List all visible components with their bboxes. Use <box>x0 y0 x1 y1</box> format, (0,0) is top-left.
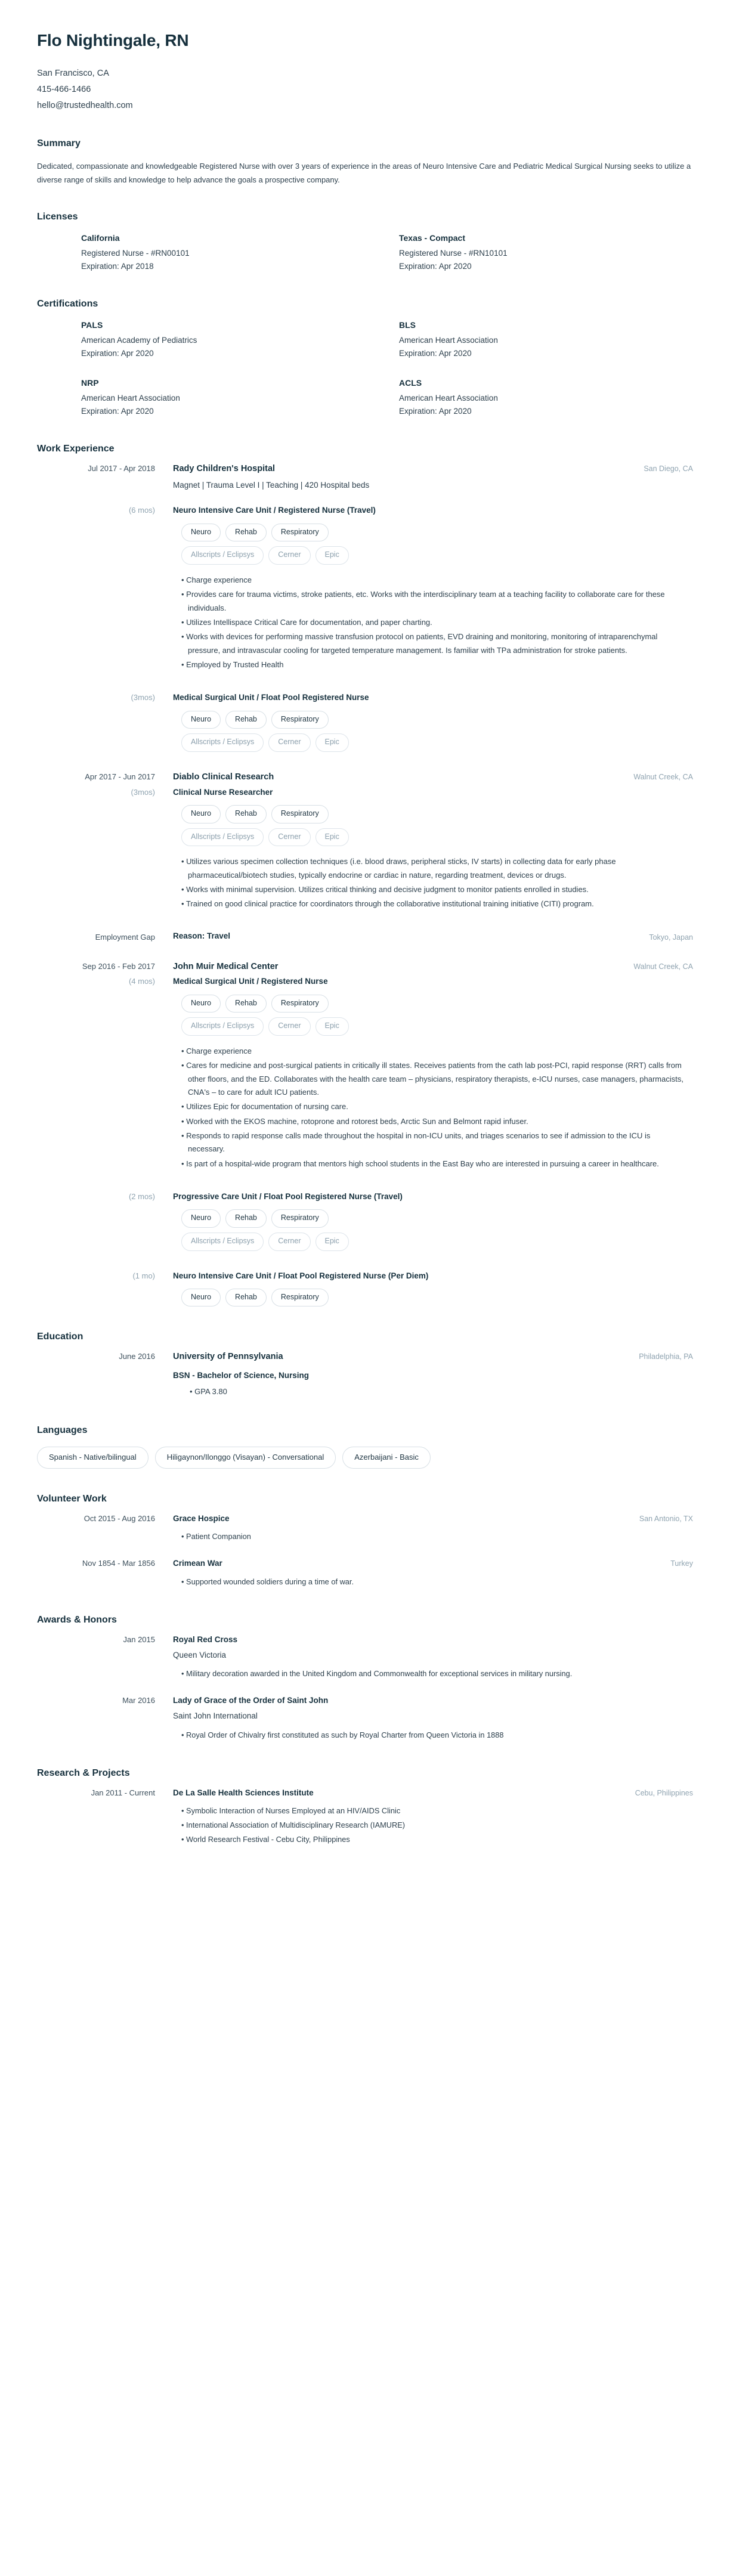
role-bullets <box>173 855 687 911</box>
role-bullet: • Works with devices for performing massive transfusion protocol on patients, EVD draining and monitoring, monitoring of intraparenchymal pressure, and intravascular cooling for targeted temperature management. Is familiar with TPa administration for stroke patients. <box>181 630 687 657</box>
certification-item <box>399 320 693 361</box>
role-title: Medical Surgical Unit / Float Pool Registered Nurse <box>173 693 369 702</box>
emr-pill[interactable]: Allscripts / Eclipsys <box>181 1233 264 1251</box>
certification-expiration: Expiration: Apr 2020 <box>81 348 154 358</box>
licenses-grid <box>37 233 693 274</box>
certification-issuer: American Heart Association <box>399 394 498 403</box>
education-date: June 2016 <box>119 1352 155 1361</box>
role-bullet: • Works with minimal supervision. Utilizes critical thinking and decisive judgment to monitor patients enrolled in studies. <box>181 883 687 896</box>
work-experience-item <box>37 771 693 912</box>
role-duration: (6 mos) <box>128 506 155 515</box>
award-issuer: Queen Victoria <box>173 1650 227 1659</box>
candidate-phone: 415-466-1466 <box>37 84 91 94</box>
job-dates: Sep 2016 - Feb 2017 <box>82 961 155 971</box>
research-bullet: • International Association of Multidisciplinary Research (IAMURE) <box>181 1819 629 1832</box>
specialty-pill[interactable]: Rehab <box>225 995 267 1013</box>
research-item <box>37 1787 693 1847</box>
specialty-pill[interactable]: Neuro <box>181 711 221 729</box>
award-bullets <box>173 1729 687 1742</box>
job-role <box>37 976 693 1172</box>
job-dates: Jul 2017 - Apr 2018 <box>88 463 155 473</box>
specialty-pills <box>173 711 687 729</box>
role-title: Clinical Nurse Researcher <box>173 787 273 797</box>
emr-pill[interactable]: Cerner <box>268 546 310 565</box>
award-name: Lady of Grace of the Order of Saint John <box>173 1696 329 1705</box>
summary-section <box>37 138 693 187</box>
specialty-pill[interactable]: Respiratory <box>271 1209 329 1228</box>
role-bullet: • Charge experience <box>181 1045 687 1058</box>
volunteer-bullets <box>173 1575 664 1589</box>
award-name: Royal Red Cross <box>173 1634 238 1644</box>
certification-name: NRP <box>81 378 99 388</box>
role-bullet: • Worked with the EKOS machine, rotoprone and rotorest beds, Arctic Sun and Belmont rapid infuser. <box>181 1115 687 1128</box>
specialty-pill[interactable]: Respiratory <box>271 524 329 542</box>
volunteer-organization: Crimean War <box>173 1559 222 1568</box>
candidate-name: Flo Nightingale, RN <box>37 31 189 49</box>
job-role <box>37 1191 693 1251</box>
language-pill[interactable]: Azerbaijani - Basic <box>342 1447 431 1469</box>
specialty-pill[interactable]: Rehab <box>225 805 267 823</box>
role-title: Progressive Care Unit / Float Pool Registered Nurse (Travel) <box>173 1192 403 1202</box>
specialty-pill[interactable]: Neuro <box>181 1209 221 1228</box>
license-state: Texas - Compact <box>399 233 465 243</box>
certification-item <box>399 378 693 419</box>
job-role <box>37 1270 693 1307</box>
candidate-location: San Francisco, CA <box>37 69 109 78</box>
emr-pill[interactable]: Cerner <box>268 1233 310 1251</box>
license-item <box>399 233 693 274</box>
specialty-pills <box>173 524 687 542</box>
education-degree: BSN - Bachelor of Science, Nursing <box>173 1371 310 1380</box>
job-dates: Apr 2017 - Jun 2017 <box>85 772 155 781</box>
emr-pill[interactable]: Epic <box>315 546 349 565</box>
certification-name: ACLS <box>399 378 422 388</box>
volunteer-item <box>37 1513 693 1544</box>
volunteer-dates: Nov 1854 - Mar 1856 <box>82 1559 155 1568</box>
volunteer-bullet: • Patient Companion <box>181 1530 633 1543</box>
emr-pills <box>173 828 687 847</box>
certification-issuer: American Heart Association <box>399 335 498 345</box>
license-expiration: Expiration: Apr 2020 <box>399 262 472 271</box>
certifications-heading: Certifications <box>37 298 98 309</box>
language-pill[interactable]: Spanish - Native/bilingual <box>37 1447 149 1469</box>
emr-pill[interactable]: Allscripts / Eclipsys <box>181 546 264 565</box>
work-experience-item <box>37 463 693 752</box>
job-location: San Diego, CA <box>644 464 693 473</box>
certification-issuer: American Heart Association <box>81 394 180 403</box>
award-bullets <box>173 1667 687 1680</box>
education-item <box>37 1351 693 1400</box>
role-title: Neuro Intensive Care Unit / Float Pool Registered Nurse (Per Diem) <box>173 1271 429 1280</box>
license-number: Registered Nurse - #RN00101 <box>81 249 190 258</box>
emr-pill[interactable]: Cerner <box>268 828 310 847</box>
specialty-pill[interactable]: Respiratory <box>271 805 329 823</box>
emr-pill[interactable]: Allscripts / Eclipsys <box>181 733 264 752</box>
summary-text: Dedicated, compassionate and knowledgeable Registered Nurse with over 3 years of experience in the areas of Neuro Intensive Care and Pediatric Medical Surgical Nursing seeks to utilize a diverse range of skills and knowledge to help advance the goals a prospective company. <box>37 162 691 184</box>
research-location: Cebu, Philippines <box>635 1788 693 1797</box>
emr-pills <box>173 1017 687 1036</box>
specialty-pill[interactable]: Rehab <box>225 711 267 729</box>
role-duration: (4 mos) <box>128 977 155 986</box>
research-heading: Research & Projects <box>37 1767 130 1778</box>
award-date: Mar 2016 <box>122 1696 155 1705</box>
role-bullet: • Charge experience <box>181 574 687 587</box>
certification-name: BLS <box>399 320 416 330</box>
job-role <box>37 787 693 912</box>
work-experience-heading: Work Experience <box>37 443 115 454</box>
volunteer-bullet: • Supported wounded soldiers during a time of war. <box>181 1575 664 1589</box>
role-duration: (1 mo) <box>132 1271 155 1280</box>
education-section <box>37 1332 693 1400</box>
job-role <box>37 692 693 752</box>
volunteer-section <box>37 1494 693 1590</box>
certification-expiration: Expiration: Apr 2020 <box>81 407 154 416</box>
certification-name: PALS <box>81 320 103 330</box>
specialty-pills <box>173 1289 687 1307</box>
specialty-pill[interactable]: Rehab <box>225 1289 267 1307</box>
education-school: University of Pennsylvania <box>173 1352 283 1362</box>
certifications-grid <box>37 320 693 419</box>
job-location: Walnut Creek, CA <box>633 772 693 781</box>
emr-pill[interactable]: Epic <box>315 733 349 752</box>
awards-heading: Awards & Honors <box>37 1614 117 1625</box>
certification-expiration: Expiration: Apr 2020 <box>399 348 472 358</box>
role-bullet: • Provides care for trauma victims, stroke patients, etc. Works with the interdisciplinary team at a teaching facility to collaborate care for these individuals. <box>181 588 687 615</box>
emr-pills <box>173 546 687 565</box>
research-organization: De La Salle Health Sciences Institute <box>173 1788 314 1797</box>
role-title: Neuro Intensive Care Unit / Registered Nurse (Travel) <box>173 506 376 515</box>
language-pills <box>37 1447 693 1469</box>
specialty-pill[interactable]: Respiratory <box>271 995 329 1013</box>
role-bullet: • Responds to rapid response calls made throughout the hospital in non-ICU units, and triages scenarios to see if admission to the ICU is necessary. <box>181 1129 687 1156</box>
research-bullet: • Symbolic Interaction of Nurses Employed at an HIV/AIDS Clinic <box>181 1804 629 1818</box>
job-organization: Rady Children's Hospital <box>173 463 276 473</box>
research-bullet: • World Research Festival - Cebu City, Philippines <box>181 1833 629 1846</box>
role-duration: (3mos) <box>131 693 155 702</box>
emr-pill[interactable]: Epic <box>315 1017 349 1036</box>
specialty-pill[interactable]: Respiratory <box>271 1289 329 1307</box>
languages-heading: Languages <box>37 1425 88 1435</box>
education-bullet: • GPA 3.80 <box>190 1385 633 1398</box>
award-bullet: • Royal Order of Chivalry first constituted as such by Royal Charter from Queen Victoria in 1888 <box>181 1729 687 1742</box>
specialty-pill[interactable]: Rehab <box>225 1209 267 1228</box>
emr-pill[interactable]: Epic <box>315 828 349 847</box>
volunteer-location: San Antonio, TX <box>639 1515 693 1524</box>
awards-section <box>37 1615 693 1743</box>
specialty-pill[interactable]: Neuro <box>181 805 221 823</box>
role-bullet: • Is part of a hospital-wide program that mentors high school students in the East Bay who are interested in pursuing a career in healthcare. <box>181 1157 687 1171</box>
volunteer-organization: Grace Hospice <box>173 1514 230 1524</box>
certifications-section <box>37 299 693 419</box>
specialty-pills <box>173 995 687 1013</box>
employment-gap-location: Tokyo, Japan <box>649 933 693 942</box>
certification-item <box>81 320 375 361</box>
specialty-pill[interactable]: Neuro <box>181 524 221 542</box>
specialty-pill[interactable]: Neuro <box>181 995 221 1013</box>
role-duration: (3mos) <box>131 787 155 797</box>
award-item <box>37 1634 693 1682</box>
education-bullets <box>173 1385 633 1398</box>
candidate-email: hello@trustedhealth.com <box>37 100 133 110</box>
role-bullets <box>173 1045 687 1171</box>
license-expiration: Expiration: Apr 2018 <box>81 262 154 271</box>
award-date: Jan 2015 <box>123 1634 155 1644</box>
licenses-heading: Licenses <box>37 212 78 222</box>
role-bullet: • Utilizes Epic for documentation of nursing care. <box>181 1100 687 1113</box>
research-bullets <box>173 1804 629 1846</box>
education-location: Philadelphia, PA <box>639 1352 693 1361</box>
role-bullet: • Cares for medicine and post-surgical patients in critically ill states. Receives patients from the cath lab post-PCI, rapid response (RRT) calls from other floors, and the ED. Collaborates with the health care team – physicians, respiratory therapists, e-ICU nurses, case managers, pharmacists, CNA's – to care for adult ICU patients. <box>181 1059 687 1099</box>
job-facility-meta: Magnet | Trauma Level I | Teaching | 420 Hospital beds <box>173 480 370 490</box>
specialty-pill[interactable]: Respiratory <box>271 711 329 729</box>
role-bullet: • Utilizes various specimen collection techniques (i.e. blood draws, peripheral sticks, IV starts) in collecting data for early phase pharmaceutical/biotech studies, typically endocrine or cardiac in nature, regarding treatment, devices or drugs. <box>181 855 687 882</box>
role-title: Medical Surgical Unit / Registered Nurse <box>173 977 328 986</box>
license-number: Registered Nurse - #RN10101 <box>399 249 508 258</box>
job-location: Walnut Creek, CA <box>633 962 693 971</box>
volunteer-heading: Volunteer Work <box>37 1494 107 1504</box>
volunteer-location: Turkey <box>670 1559 693 1568</box>
specialty-pills <box>173 805 687 823</box>
research-dates: Jan 2011 - Current <box>91 1788 155 1797</box>
employment-gap-item <box>37 931 693 942</box>
emr-pill[interactable]: Cerner <box>268 1017 310 1036</box>
role-duration: (2 mos) <box>128 1192 155 1202</box>
emr-pills <box>173 733 687 752</box>
summary-heading: Summary <box>37 138 81 149</box>
job-organization: Diablo Clinical Research <box>173 772 274 782</box>
emr-pill[interactable]: Allscripts / Eclipsys <box>181 828 264 847</box>
work-experience-section <box>37 444 693 1307</box>
certification-expiration: Expiration: Apr 2020 <box>399 407 472 416</box>
specialty-pill[interactable]: Neuro <box>181 1289 221 1307</box>
resume-header <box>37 31 693 113</box>
award-item <box>37 1695 693 1743</box>
licenses-section <box>37 212 693 274</box>
license-state: California <box>81 233 120 243</box>
emr-pills <box>173 1233 687 1251</box>
employment-gap-reason: Reason: Travel <box>173 931 231 940</box>
specialty-pills <box>173 1209 687 1228</box>
specialty-pill[interactable]: Rehab <box>225 524 267 542</box>
employment-gap-label: Employment Gap <box>95 932 155 942</box>
role-bullets <box>173 574 687 672</box>
job-role <box>37 504 693 673</box>
volunteer-item <box>37 1558 693 1589</box>
award-bullet: • Military decoration awarded in the United Kingdom and Commonwealth for exceptional services in military nursing. <box>181 1667 687 1680</box>
languages-section <box>37 1425 693 1469</box>
job-organization: John Muir Medical Center <box>173 961 279 971</box>
research-section <box>37 1768 693 1847</box>
certification-item <box>81 378 375 419</box>
work-experience-item <box>37 961 693 1307</box>
role-bullet: • Trained on good clinical practice for coordinators through the collaborative institutional training initiative (CITI) program. <box>181 897 687 911</box>
emr-pill[interactable]: Epic <box>315 1233 349 1251</box>
certification-issuer: American Academy of Pediatrics <box>81 335 197 345</box>
role-bullet: • Utilizes Intellispace Critical Care for documentation, and paper charting. <box>181 616 687 629</box>
role-bullet: • Employed by Trusted Health <box>181 658 687 671</box>
emr-pill[interactable]: Allscripts / Eclipsys <box>181 1017 264 1036</box>
education-heading: Education <box>37 1332 83 1342</box>
emr-pill[interactable]: Cerner <box>268 733 310 752</box>
volunteer-bullets <box>173 1530 633 1543</box>
volunteer-dates: Oct 2015 - Aug 2016 <box>83 1514 155 1524</box>
license-item <box>81 233 375 274</box>
language-pill[interactable]: Hiligaynon/Ilonggo (Visayan) - Conversational <box>155 1447 336 1469</box>
award-issuer: Saint John International <box>173 1711 258 1721</box>
